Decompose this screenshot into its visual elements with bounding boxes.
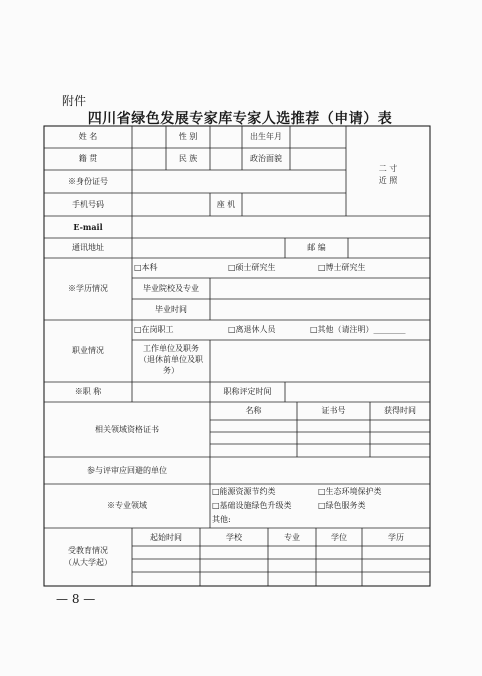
- certificates-label: 相关领域资格证书: [95, 425, 159, 434]
- name-label: 姓 名: [78, 132, 98, 141]
- title-eval-time-label: 职称评定时间: [223, 387, 272, 396]
- specialty-other-label: 其他:: [212, 515, 231, 524]
- edu-start-header: 起始时间: [150, 533, 182, 542]
- title-rank-label: ※职 称: [74, 387, 102, 396]
- specialty-label: ※专业领域: [107, 501, 147, 510]
- other-checkbox[interactable]: □其他（请注明）________: [310, 325, 406, 334]
- avoid-units-label: 参与评审应回避的单位: [87, 466, 167, 475]
- gender-label: 性 别: [178, 132, 198, 141]
- edu-history-label-line1: 受教育情况: [68, 546, 108, 555]
- cert-no-header: 证书号: [321, 406, 346, 415]
- energy-checkbox[interactable]: □能源资源节约类: [212, 487, 276, 496]
- form-title: 四川省绿色发展专家库专家人选推荐（申请）表: [87, 111, 393, 127]
- photo-label-line1: 二 寸: [378, 164, 398, 173]
- retired-checkbox[interactable]: □离退休人员: [228, 325, 276, 334]
- eco-checkbox[interactable]: □生态环境保护类: [318, 487, 382, 496]
- infra-checkbox[interactable]: □基础设施绿色升级类: [212, 501, 292, 510]
- in-service-checkbox[interactable]: □在岗职工: [134, 325, 174, 334]
- edu-history-label-line2: （从大学起）: [64, 558, 112, 567]
- edu-school-header: 学校: [226, 533, 242, 542]
- edu-major-header: 专业: [284, 533, 300, 542]
- ethnicity-label: 民 族: [178, 154, 198, 163]
- page-number: — 8 —: [56, 592, 96, 606]
- doctor-checkbox[interactable]: □博士研究生: [318, 263, 366, 272]
- cert-name-header: 名称: [245, 406, 262, 415]
- unit-label-line3: 务）: [163, 366, 179, 375]
- mobile-label: 手机号码: [72, 200, 104, 209]
- education-label: ※学历情况: [68, 284, 108, 293]
- master-checkbox[interactable]: □硕士研究生: [228, 263, 276, 272]
- unit-label-line2: （退休前单位及职: [139, 355, 203, 364]
- postcode-label: 邮 编: [307, 243, 326, 252]
- political-label: 政治面貌: [250, 154, 282, 163]
- edu-degree-header: 学位: [331, 533, 347, 542]
- green-service-checkbox[interactable]: □绿色服务类: [318, 501, 366, 510]
- undergrad-checkbox[interactable]: □本科: [134, 263, 158, 272]
- grad-time-label: 毕业时间: [155, 305, 187, 314]
- school-major-label: 毕业院校及专业: [143, 284, 199, 293]
- attachment-label: 附件: [62, 94, 87, 108]
- origin-label: 籍 贯: [78, 154, 98, 163]
- cert-time-header: 获得时间: [384, 406, 416, 415]
- address-label: 通讯地址: [72, 243, 104, 252]
- birth-label: 出生年月: [250, 132, 282, 141]
- landline-label: 座 机: [216, 200, 236, 209]
- photo-label-line2: 近 照: [378, 176, 398, 185]
- unit-label-line1: 工作单位及职务: [143, 344, 199, 353]
- id-number-label: ※身份证号: [68, 177, 108, 186]
- edu-level-header: 学历: [388, 533, 404, 542]
- email-label: E-mail: [73, 222, 103, 232]
- career-label: 职业情况: [72, 346, 104, 355]
